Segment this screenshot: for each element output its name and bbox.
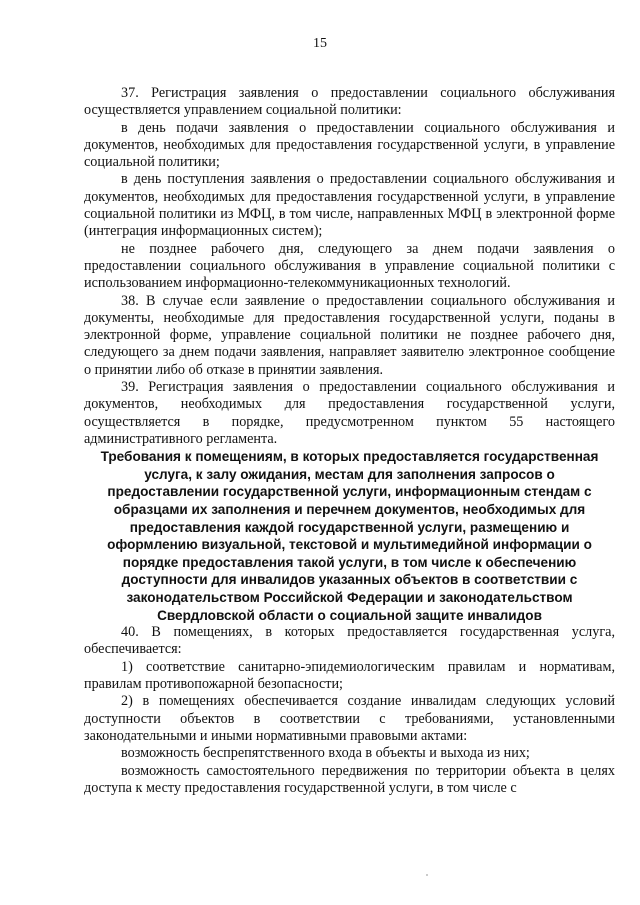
page-number: 15 (313, 36, 327, 51)
paragraph-37-item-2: в день поступления заявления о предоставлении социального обслуживания и документов, необходимых для предоставления государственной услуги, в управление социальной политики из МФЦ, в том числе, направленных МФЦ в электронной форме (интеграция информационных систем); (84, 171, 615, 240)
section-heading: Требования к помещениям, в которых предоставляется государственная услуга, к залу ожидания, местам для заполнения запросов о предоставлении государственной услуги, информационным стендам с образцами их заполнения и перечнем документов, необходимых для предоставления каждой государственной услуги, размещению и оформлению визуальной, текстовой и мультимедийной информации о порядке предоставления такой услуги, в том числе к обеспечению доступности для инвалидов указанных объектов в соответствии с законодательством Российской Федерации и законодательством Свердловской области о социальной защите инвалидов (100, 449, 599, 623)
paragraph-39: 39. Регистрация заявления о предоставлении социального обслуживания и документов, необходимых для предоставления государственной услуги, осуществляется в порядке, предусмотренном пунктом 55 настоящего административного регламента. (84, 379, 615, 447)
paragraph-37-item-3: не позднее рабочего дня, следующего за днем подачи заявления о предоставлении социального обслуживания в управление социальной политики с использованием информационно-телекоммуникационных технологий. (84, 240, 615, 292)
paragraph-40-item-2: 2) в помещениях обеспечивается создание инвалидам следующих условий доступности объектов в соответствии с требованиями, установленными законодательными и иными нормативными правовыми актами: (84, 693, 615, 744)
paragraph-37: 37. Регистрация заявления о предоставлении социального обслуживания осуществляется управлением социальной политики: (84, 85, 615, 119)
scan-speck (426, 874, 428, 876)
paragraph-40-item-1: 1) соответствие санитарно-эпидемиологическим правилам и нормативам, правилам противопожарной безопасности; (84, 658, 615, 693)
paragraph-40-subitem-1: возможность беспрепятственного входа в объекты и выхода из них; (121, 745, 530, 762)
paragraph-38: 38. В случае если заявление о предоставлении социального обслуживания и документы, необходимые для предоставления государственной услуги, поданы в электронной форме, управление социальной политики не позднее рабочего дня, следующего за днем подачи заявления, направляет заявителю электронное сообщение о принятии либо об отказе в принятии заявления. (84, 292, 615, 378)
paragraph-40-subitem-2: возможность самостоятельного передвижения по территории объекта в целях доступа к месту предоставления государственной услуги, в том числе с (84, 762, 615, 796)
paragraph-37-item-1: в день подачи заявления о предоставлении социального обслуживания и документов, необходимых для предоставления государственной услуги, в управление социальной политики; (84, 119, 615, 171)
paragraph-40: 40. В помещениях, в которых предоставляется государственная услуга, обеспечивается: (84, 624, 615, 658)
document-body (84, 85, 615, 797)
